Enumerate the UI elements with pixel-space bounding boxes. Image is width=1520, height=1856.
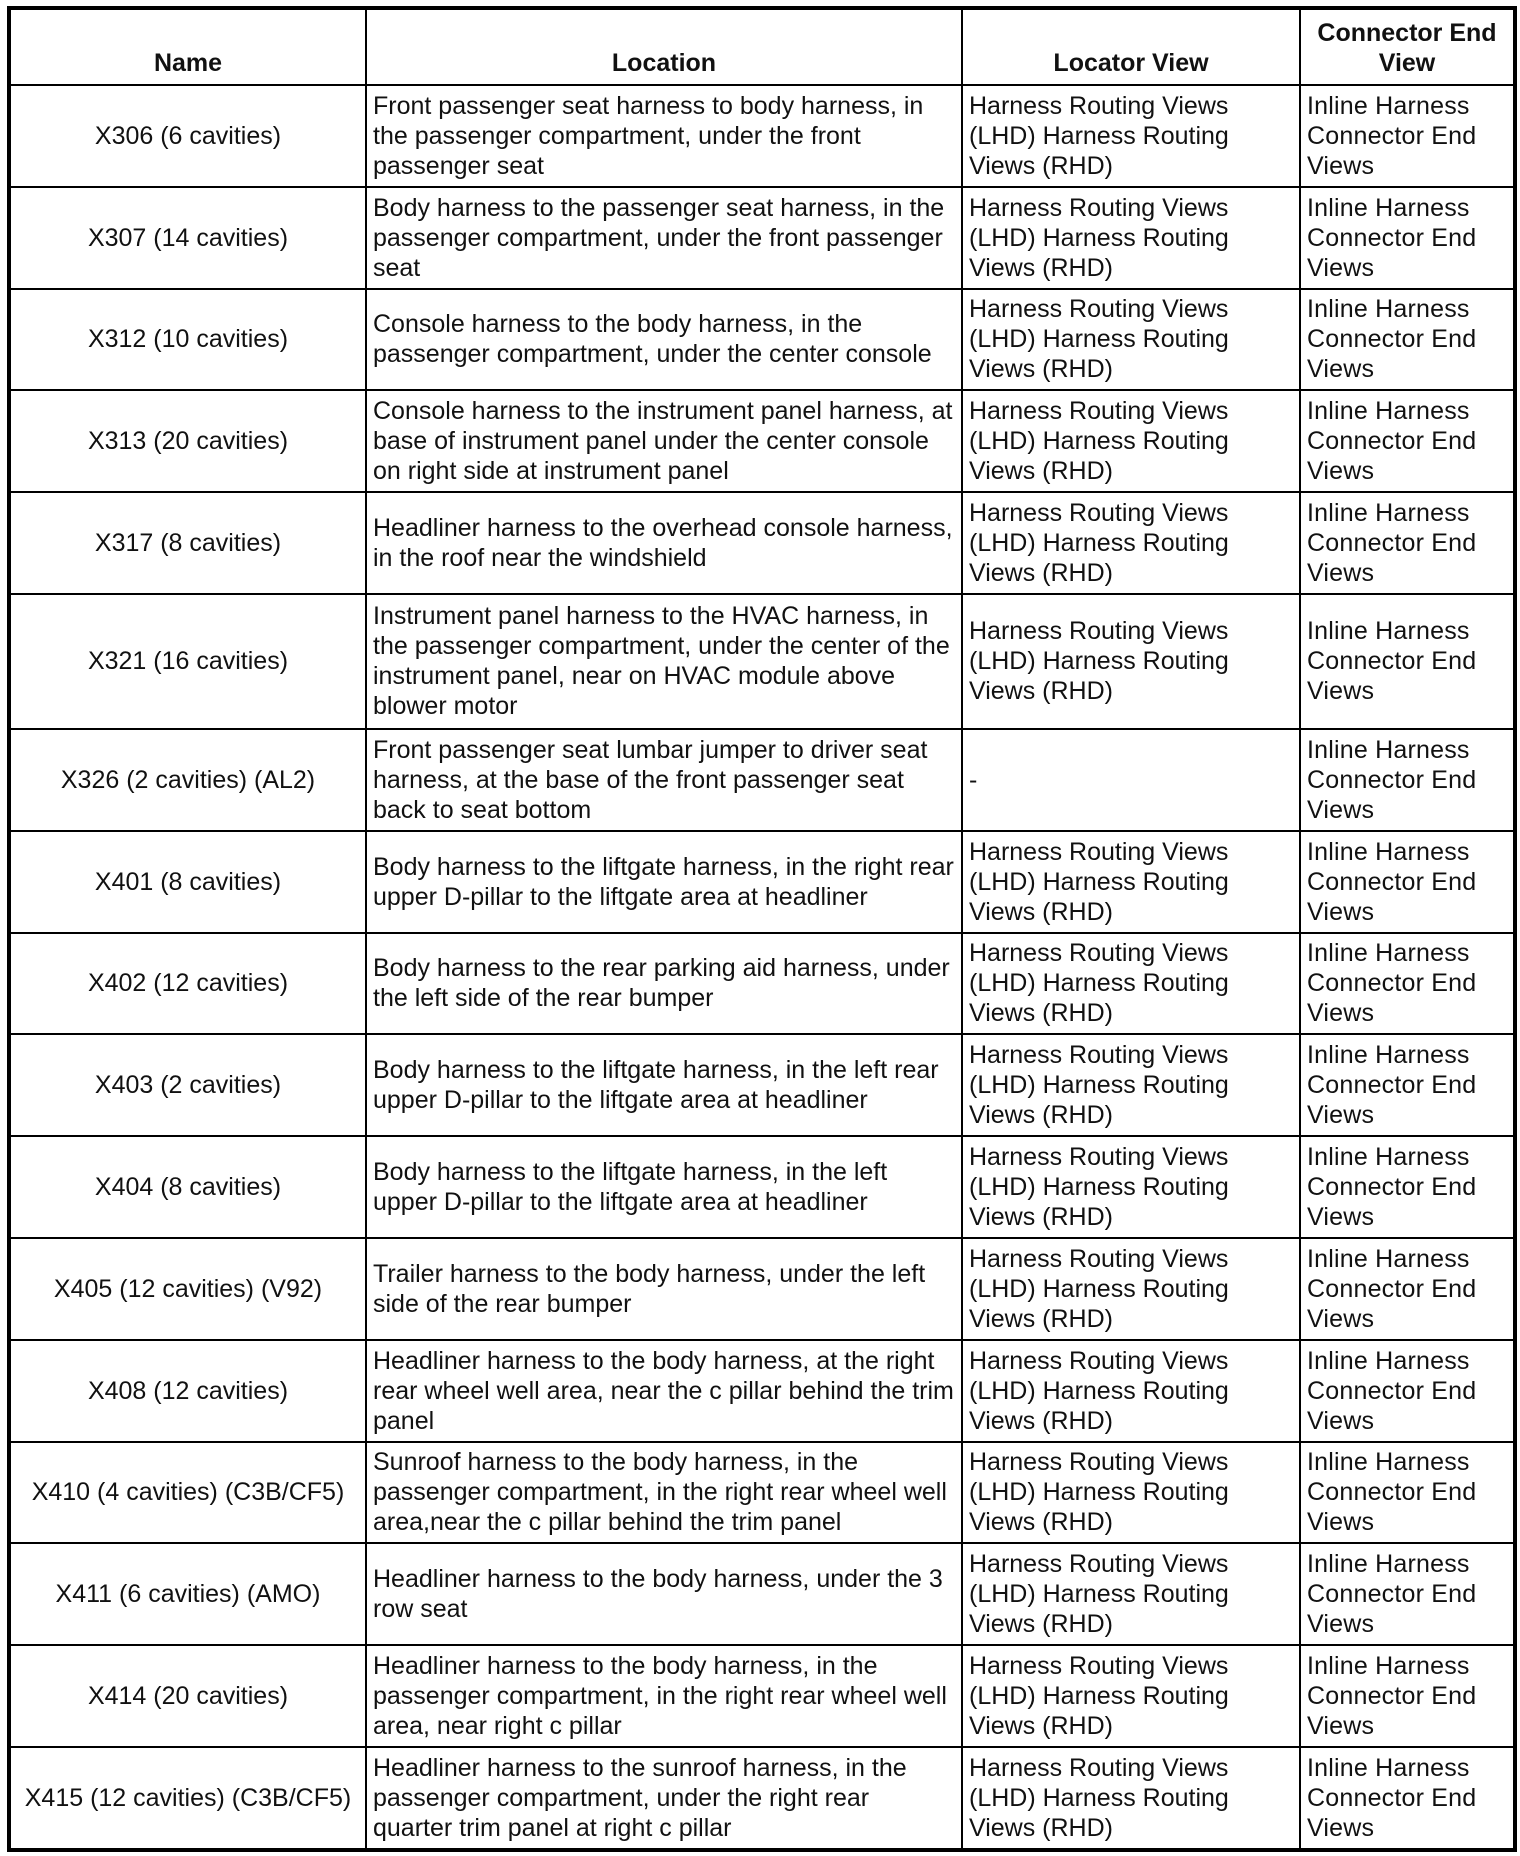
table-row <box>9 390 1515 492</box>
table-header-row <box>9 8 1515 85</box>
cell-name: X307 (14 cavities) <box>9 187 366 289</box>
cell-connector-end-view: Inline Harness Connector End Views <box>1300 1238 1515 1340</box>
cell-connector-end-view: Inline Harness Connector End Views <box>1300 390 1515 492</box>
cell-locator-view: Harness Routing Views (LHD) Harness Routing Views (RHD) <box>962 1645 1300 1747</box>
cell-locator-view: Harness Routing Views (LHD) Harness Routing Views (RHD) <box>962 1238 1300 1340</box>
table-row <box>9 187 1515 289</box>
table-body <box>9 85 1515 1850</box>
table-row <box>9 1645 1515 1747</box>
cell-connector-end-view: Inline Harness Connector End Views <box>1300 85 1515 187</box>
inline-connector-table <box>7 6 1517 1852</box>
cell-locator-view: Harness Routing Views (LHD) Harness Routing Views (RHD) <box>962 187 1300 289</box>
cell-connector-end-view: Inline Harness Connector End Views <box>1300 289 1515 391</box>
table-row <box>9 85 1515 187</box>
cell-locator-view: - <box>962 729 1300 831</box>
header-location: Location <box>366 8 962 85</box>
cell-location: Console harness to the body harness, in the passenger compartment, under the center console <box>366 289 962 391</box>
cell-name: X312 (10 cavities) <box>9 289 366 391</box>
cell-name: X403 (2 cavities) <box>9 1034 366 1136</box>
cell-connector-end-view: Inline Harness Connector End Views <box>1300 933 1515 1035</box>
table-row <box>9 492 1515 594</box>
cell-connector-end-view: Inline Harness Connector End Views <box>1300 831 1515 933</box>
cell-location: Front passenger seat harness to body harness, in the passenger compartment, under the front passenger seat <box>366 85 962 187</box>
cell-locator-view: Harness Routing Views (LHD) Harness Routing Views (RHD) <box>962 933 1300 1035</box>
connector-table-document <box>7 6 1513 1852</box>
header-name: Name <box>9 8 366 85</box>
header-locator-view: Locator View <box>962 8 1300 85</box>
table-row <box>9 1442 1515 1544</box>
table-row <box>9 933 1515 1035</box>
cell-locator-view: Harness Routing Views (LHD) Harness Routing Views (RHD) <box>962 1747 1300 1850</box>
table-row <box>9 1747 1515 1850</box>
cell-name: X410 (4 cavities) (C3B/CF5) <box>9 1442 366 1544</box>
cell-connector-end-view: Inline Harness Connector End Views <box>1300 729 1515 831</box>
cell-connector-end-view: Inline Harness Connector End Views <box>1300 187 1515 289</box>
cell-connector-end-view: Inline Harness Connector End Views <box>1300 1442 1515 1544</box>
cell-connector-end-view: Inline Harness Connector End Views <box>1300 1034 1515 1136</box>
cell-name: X405 (12 cavities) (V92) <box>9 1238 366 1340</box>
table-row <box>9 831 1515 933</box>
cell-connector-end-view: Inline Harness Connector End Views <box>1300 492 1515 594</box>
cell-connector-end-view: Inline Harness Connector End Views <box>1300 1543 1515 1645</box>
cell-connector-end-view: Inline Harness Connector End Views <box>1300 594 1515 729</box>
cell-location: Headliner harness to the sunroof harness, in the passenger compartment, under the right rear quarter trim panel at right c pillar <box>366 1747 962 1850</box>
cell-locator-view: Harness Routing Views (LHD) Harness Routing Views (RHD) <box>962 390 1300 492</box>
cell-name: X415 (12 cavities) (C3B/CF5) <box>9 1747 366 1850</box>
cell-name: X404 (8 cavities) <box>9 1136 366 1238</box>
header-connector-end-view: Connector End View <box>1300 8 1515 85</box>
cell-name: X326 (2 cavities) (AL2) <box>9 729 366 831</box>
cell-location: Body harness to the passenger seat harness, in the passenger compartment, under the front passenger seat <box>366 187 962 289</box>
cell-name: X321 (16 cavities) <box>9 594 366 729</box>
table-row <box>9 1238 1515 1340</box>
cell-location: Body harness to the liftgate harness, in the left upper D-pillar to the liftgate area at headliner <box>366 1136 962 1238</box>
table-row <box>9 289 1515 391</box>
cell-locator-view: Harness Routing Views (LHD) Harness Routing Views (RHD) <box>962 1034 1300 1136</box>
cell-name: X414 (20 cavities) <box>9 1645 366 1747</box>
cell-location: Headliner harness to the body harness, under the 3 row seat <box>366 1543 962 1645</box>
cell-location: Headliner harness to the body harness, in the passenger compartment, in the right rear wheel well area, near right c pillar <box>366 1645 962 1747</box>
table-row <box>9 729 1515 831</box>
cell-location: Console harness to the instrument panel harness, at base of instrument panel under the center console on right side at instrument panel <box>366 390 962 492</box>
cell-location: Sunroof harness to the body harness, in the passenger compartment, in the right rear wheel well area,near the c pillar behind the trim panel <box>366 1442 962 1544</box>
table-row <box>9 1543 1515 1645</box>
cell-location: Body harness to the liftgate harness, in the left rear upper D-pillar to the liftgate area at headliner <box>366 1034 962 1136</box>
cell-locator-view: Harness Routing Views (LHD) Harness Routing Views (RHD) <box>962 492 1300 594</box>
cell-name: X401 (8 cavities) <box>9 831 366 933</box>
cell-connector-end-view: Inline Harness Connector End Views <box>1300 1645 1515 1747</box>
cell-locator-view: Harness Routing Views (LHD) Harness Routing Views (RHD) <box>962 1136 1300 1238</box>
cell-locator-view: Harness Routing Views (LHD) Harness Routing Views (RHD) <box>962 1340 1300 1442</box>
cell-location: Trailer harness to the body harness, under the left side of the rear bumper <box>366 1238 962 1340</box>
table-row <box>9 1136 1515 1238</box>
cell-name: X411 (6 cavities) (AMO) <box>9 1543 366 1645</box>
cell-location: Headliner harness to the body harness, at the right rear wheel well area, near the c pillar behind the trim panel <box>366 1340 962 1442</box>
cell-location: Body harness to the liftgate harness, in the right rear upper D-pillar to the liftgate area at headliner <box>366 831 962 933</box>
cell-connector-end-view: Inline Harness Connector End Views <box>1300 1747 1515 1850</box>
table-row <box>9 1340 1515 1442</box>
cell-location: Body harness to the rear parking aid harness, under the left side of the rear bumper <box>366 933 962 1035</box>
table-row <box>9 594 1515 729</box>
cell-name: X317 (8 cavities) <box>9 492 366 594</box>
cell-connector-end-view: Inline Harness Connector End Views <box>1300 1340 1515 1442</box>
cell-connector-end-view: Inline Harness Connector End Views <box>1300 1136 1515 1238</box>
cell-locator-view: Harness Routing Views (LHD) Harness Routing Views (RHD) <box>962 594 1300 729</box>
cell-name: X306 (6 cavities) <box>9 85 366 187</box>
cell-location: Instrument panel harness to the HVAC harness, in the passenger compartment, under the center of the instrument panel, near on HVAC module above blower motor <box>366 594 962 729</box>
cell-name: X402 (12 cavities) <box>9 933 366 1035</box>
cell-locator-view: Harness Routing Views (LHD) Harness Routing Views (RHD) <box>962 85 1300 187</box>
cell-locator-view: Harness Routing Views (LHD) Harness Routing Views (RHD) <box>962 289 1300 391</box>
cell-name: X313 (20 cavities) <box>9 390 366 492</box>
cell-name: X408 (12 cavities) <box>9 1340 366 1442</box>
cell-locator-view: Harness Routing Views (LHD) Harness Routing Views (RHD) <box>962 831 1300 933</box>
cell-locator-view: Harness Routing Views (LHD) Harness Routing Views (RHD) <box>962 1543 1300 1645</box>
cell-locator-view: Harness Routing Views (LHD) Harness Routing Views (RHD) <box>962 1442 1300 1544</box>
cell-location: Front passenger seat lumbar jumper to driver seat harness, at the base of the front passenger seat back to seat bottom <box>366 729 962 831</box>
table-row <box>9 1034 1515 1136</box>
cell-location: Headliner harness to the overhead console harness, in the roof near the windshield <box>366 492 962 594</box>
